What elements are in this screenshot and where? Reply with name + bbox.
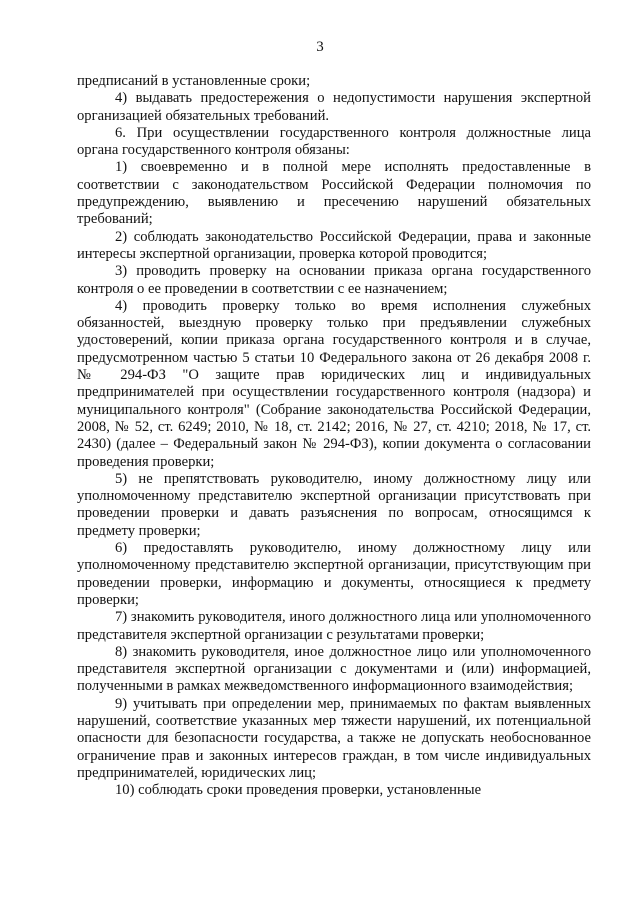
paragraph-duty-1: 1) своевременно и в полной мере исполнять предоставленные в соответствии с законодательством Российской Федерации полномочия по предупреждению, выявлению и пресечению нарушений обязательных требований; xyxy=(77,159,591,228)
document-body xyxy=(77,73,591,799)
paragraph-duty-10: 10) соблюдать сроки проведения проверки, установленные xyxy=(115,782,482,799)
paragraph-section-6: 6. При осуществлении государственного контроля должностные лица органа государственного контроля обязаны: xyxy=(77,124,591,159)
paragraph-duty-8: 8) знакомить руководителя, иное должностное лицо или уполномоченного представителя экспертной организации с документами и (или) информацией, полученными в рамках межведомственного информационного взаимодействия; xyxy=(77,643,591,695)
paragraph-duty-9: 9) учитывать при определении мер, принимаемых по фактам выявленных нарушений, соответствие указанных мер тяжести нарушений, их потенциальной опасности для безопасности государства, а также не допускать необоснованное ограничение прав и законных интересов граждан, в том числе индивидуальных предпринимателей, юридических лиц; xyxy=(77,695,591,781)
paragraph-duty-3: 3) проводить проверку на основании приказа органа государственного контроля о ее проведении в соответствии с ее назначением; xyxy=(77,263,591,297)
paragraph-duty-4: 4) проводить проверку только во время исполнения служебных обязанностей, выездную проверку только при предъявлении служебных удостоверений, копии приказа органа государственного контроля и в случае, предусмотренном частью 5 статьи 10 Федерального закона от 26 декабря 2008 г. № 294-ФЗ "О защите прав юридических лиц и индивидуальных предпринимателей при осуществлении государственного контроля (надзора) и муниципального контроля" (Собрание законодательства Российской Федерации, 2008, № 52, ст. 6249; 2010, № 18, ст. 2142; 2016, № 27, ст. 4210; 2018, № 17, ст. 2430) (далее – Федеральный закон № 294-ФЗ), копии документа о согласовании проведения проверки; xyxy=(77,297,591,470)
paragraph-duty-7: 7) знакомить руководителя, иного должностного лица или уполномоченного представителя экспертной организации с результатами проверки; xyxy=(77,609,591,643)
page-number: 3 xyxy=(316,39,324,55)
paragraph-duty-2: 2) соблюдать законодательство Российской Федерации, права и законные интересы экспертной организации, проверка которой проводится; xyxy=(77,228,591,262)
paragraph-item-4-warnings: 4) выдавать предостережения о недопустимости нарушения экспертной организацией обязательных требований. xyxy=(77,90,591,124)
paragraph-duty-6: 6) предоставлять руководителю, иному должностному лицу или уполномоченному представителю экспертной организации, присутствующим при проведении проверки, информацию и документы, относящиеся к предмету проверки; xyxy=(77,540,591,608)
paragraph-continuation: предписаний в установленные сроки; xyxy=(77,73,311,89)
paragraph-duty-5: 5) не препятствовать руководителю, иному должностному лицу или уполномоченному представителю экспертной организации присутствовать при проведении проверки и давать разъяснения по вопросам, относящимся к предмету проверки; xyxy=(77,470,591,539)
